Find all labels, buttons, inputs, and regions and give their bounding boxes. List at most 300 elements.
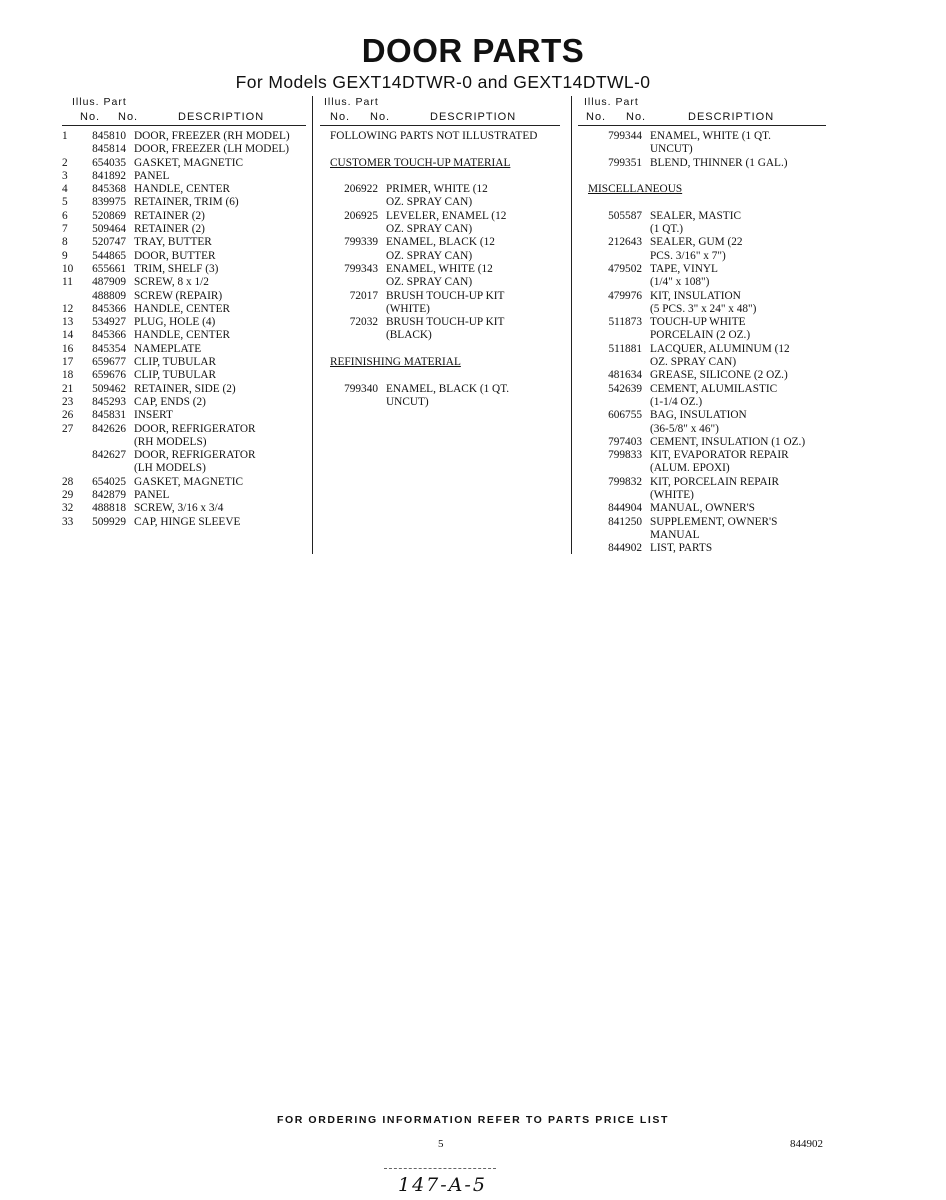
- part-description: (5 PCS. 3" x 24" x 48"): [650, 302, 757, 315]
- illus-number: [578, 489, 596, 502]
- table-row: [62, 329, 306, 342]
- part-description: DOOR, FREEZER (RH MODEL): [134, 130, 290, 142]
- illus-number: 23: [62, 395, 74, 408]
- illus-number: [62, 143, 80, 156]
- illus-number: 4: [62, 183, 68, 196]
- illus-number: 3: [62, 169, 68, 182]
- part-description: DOOR, FREEZER (LH MODEL): [134, 143, 290, 156]
- part-description: SEALER, GUM (22: [650, 236, 743, 249]
- table-row: [578, 383, 826, 396]
- illus-number: [320, 223, 332, 236]
- part-description: ENAMEL, WHITE (1 QT.: [650, 130, 771, 142]
- illus-number: [62, 436, 80, 449]
- part-number: 606755: [608, 409, 642, 422]
- part-description: (1 QT.): [650, 223, 684, 236]
- table-row: [578, 476, 826, 489]
- part-description: CEMENT, INSULATION (1 OZ.): [650, 435, 806, 448]
- part-number: 509462: [92, 382, 126, 395]
- table-row: [62, 449, 306, 462]
- table-row: [578, 316, 826, 329]
- table-row: [578, 343, 826, 356]
- part-number: 481634: [608, 369, 642, 382]
- table-row: [62, 183, 306, 196]
- illus-number: [320, 183, 332, 196]
- part-description: PCS. 3/16" x 7"): [650, 249, 726, 262]
- illus-number: [578, 250, 596, 263]
- illus-number: 13: [62, 316, 74, 329]
- part-number: 799832: [608, 475, 642, 488]
- parts-column-2: [320, 96, 560, 409]
- table-row: [320, 303, 560, 316]
- illus-number: [578, 276, 596, 289]
- header-no-b: No.: [370, 111, 391, 123]
- parts-column-3: [578, 96, 826, 556]
- illus-number: [578, 396, 596, 409]
- part-number: [332, 223, 386, 236]
- part-number: [332, 329, 386, 342]
- table-row: [578, 329, 826, 342]
- ordering-footer: FOR ORDERING INFORMATION REFER TO PARTS PRICE LIST: [276, 1114, 670, 1126]
- part-number: [596, 223, 650, 236]
- part-description: PRIMER, WHITE (12: [386, 183, 488, 196]
- table-row: [62, 436, 306, 449]
- illus-number: 27: [62, 422, 74, 435]
- part-number: 844904: [608, 502, 642, 515]
- table-row: [578, 462, 826, 475]
- illus-number: [578, 462, 596, 475]
- part-number: 654025: [92, 475, 126, 488]
- illus-number: 32: [62, 502, 74, 515]
- illus-number: 5: [62, 196, 68, 209]
- column-divider-1: [312, 96, 313, 554]
- part-description: CLIP, TUBULAR: [134, 369, 217, 382]
- header-illus-part: [62, 96, 306, 109]
- part-number: 542639: [608, 382, 642, 395]
- column-divider-2: [571, 96, 572, 554]
- table-row: [320, 316, 560, 329]
- header-description: DESCRIPTION: [688, 111, 775, 123]
- illus-number: [62, 449, 80, 462]
- table-row: [62, 343, 306, 356]
- part-number: 72017: [349, 289, 378, 302]
- part-description: HANDLE, CENTER: [134, 329, 231, 342]
- illus-number: [578, 542, 596, 555]
- illus-number: 26: [62, 409, 74, 422]
- table-row: [578, 303, 826, 316]
- part-number: 845368: [92, 183, 126, 196]
- table-row: [578, 263, 826, 276]
- illus-number: 21: [62, 382, 74, 395]
- part-description: LIST, PARTS: [650, 542, 713, 555]
- handwriting-rule: [384, 1168, 496, 1169]
- part-description: (36-5/8" x 46"): [650, 422, 719, 435]
- table-row: [62, 356, 306, 369]
- illus-number: [62, 462, 80, 475]
- part-description: OZ. SPRAY CAN): [650, 356, 737, 369]
- illus-number: [578, 236, 596, 249]
- illus-number: [578, 316, 596, 329]
- part-description: (ALUM. EPOXI): [650, 462, 730, 475]
- table-row: [62, 516, 306, 529]
- part-number: 72032: [349, 316, 378, 329]
- illus-number: 2: [62, 156, 68, 169]
- part-number: 487909: [92, 276, 126, 289]
- spacer: [320, 143, 560, 156]
- part-description: SEALER, MASTIC: [650, 209, 742, 222]
- spacer: [320, 170, 560, 183]
- column-header: [62, 109, 306, 126]
- part-number: 799351: [608, 156, 642, 169]
- header-no-a: No.: [586, 111, 607, 123]
- part-description: PLUG, HOLE (4): [134, 316, 216, 329]
- part-number: 534927: [92, 316, 126, 329]
- part-number: 479502: [608, 262, 642, 275]
- table-row: [578, 423, 826, 436]
- part-description: TRAY, BUTTER: [134, 236, 212, 249]
- illus-number: [578, 157, 596, 170]
- part-number: 505587: [608, 209, 642, 222]
- part-number: 842627: [92, 449, 126, 462]
- table-row: [578, 449, 826, 462]
- table-row: [578, 143, 826, 156]
- table-row: [578, 236, 826, 249]
- table-row: [62, 383, 306, 396]
- part-number: 206925: [344, 209, 378, 222]
- illus-number: [320, 236, 332, 249]
- part-description: BLEND, THINNER (1 GAL.): [650, 156, 788, 169]
- part-number: [332, 196, 386, 209]
- part-description: ENAMEL, BLACK (1 QT.: [386, 382, 510, 395]
- illus-number: 28: [62, 475, 74, 488]
- table-row: [578, 529, 826, 542]
- spacer: [578, 196, 826, 209]
- illus-number: [578, 130, 596, 143]
- part-number: 845293: [92, 395, 126, 408]
- header-no-b: No.: [626, 111, 647, 123]
- part-description: SCREW, 3/16 x 3/4: [134, 502, 224, 515]
- part-number: [332, 250, 386, 263]
- part-description: PORCELAIN (2 OZ.): [650, 329, 751, 342]
- table-row: [320, 250, 560, 263]
- part-number: 799343: [344, 262, 378, 275]
- part-number: 845814: [92, 143, 126, 156]
- table-row: [320, 263, 560, 276]
- part-number: [332, 396, 386, 409]
- part-description: UNCUT): [386, 395, 429, 408]
- part-number: 799833: [608, 449, 642, 462]
- header-no-a: No.: [80, 111, 101, 123]
- part-description: HANDLE, CENTER: [134, 183, 231, 196]
- parts-list-3: [578, 130, 826, 556]
- part-number: 654035: [92, 156, 126, 169]
- part-number: [80, 436, 134, 449]
- part-number: [596, 356, 650, 369]
- illus-number: 1: [62, 130, 68, 142]
- table-row: [62, 196, 306, 209]
- illus-number: 18: [62, 369, 74, 382]
- handwritten-note: 147-A-5: [398, 1174, 487, 1196]
- illus-number: [320, 383, 332, 396]
- table-row: [578, 223, 826, 236]
- header-illus-part: [578, 96, 826, 109]
- part-description: NAMEPLATE: [134, 342, 202, 355]
- part-description: (BLACK): [386, 329, 432, 342]
- table-row: [578, 276, 826, 289]
- table-row: [578, 250, 826, 263]
- part-description: OZ. SPRAY CAN): [386, 223, 473, 236]
- table-row: [62, 502, 306, 515]
- part-description: ENAMEL, WHITE (12: [386, 262, 493, 275]
- part-description: CEMENT, ALUMILASTIC: [650, 382, 778, 395]
- illus-number: 8: [62, 236, 68, 249]
- table-row: [320, 383, 560, 396]
- header-no-a: No.: [330, 111, 351, 123]
- table-row: [62, 462, 306, 475]
- table-row: [320, 329, 560, 342]
- part-description: SCREW, 8 x 1/2: [134, 276, 209, 289]
- part-description: UNCUT): [650, 143, 693, 156]
- part-number: 655661: [92, 262, 126, 275]
- part-number: 839975: [92, 196, 126, 209]
- part-description: ENAMEL, BLACK (12: [386, 236, 495, 249]
- table-row: [62, 369, 306, 382]
- spacer: [320, 369, 560, 382]
- table-row: [62, 290, 306, 303]
- table-row: [578, 369, 826, 382]
- part-description: TRIM, SHELF (3): [134, 262, 219, 275]
- part-number: 488818: [92, 502, 126, 515]
- table-row: [62, 223, 306, 236]
- part-number: 799339: [344, 236, 378, 249]
- table-row: [578, 489, 826, 502]
- part-number: 845366: [92, 329, 126, 342]
- part-number: 511873: [608, 316, 642, 329]
- part-number: 520869: [92, 209, 126, 222]
- part-number: 509464: [92, 223, 126, 236]
- table-row: [62, 276, 306, 289]
- part-description: DOOR, BUTTER: [134, 249, 216, 262]
- part-number: 479976: [608, 289, 642, 302]
- part-description: SUPPLEMENT, OWNER'S: [650, 515, 778, 528]
- part-description: GREASE, SILICONE (2 OZ.): [650, 369, 788, 382]
- illus-number: [320, 210, 332, 223]
- header-illus: Illus.: [72, 96, 100, 108]
- illus-number: [578, 343, 596, 356]
- header-part: Part: [103, 96, 127, 108]
- part-description: KIT, PORCELAIN REPAIR: [650, 475, 779, 488]
- illus-number: [578, 303, 596, 316]
- part-number: [80, 462, 134, 475]
- illus-number: [578, 263, 596, 276]
- illus-number: [578, 436, 596, 449]
- table-row: [62, 157, 306, 170]
- part-number: 206922: [344, 183, 378, 196]
- part-description: INSERT: [134, 409, 173, 422]
- illus-number: [320, 250, 332, 263]
- part-number: 842879: [92, 489, 126, 502]
- table-row: [578, 396, 826, 409]
- section-heading: FOLLOWING PARTS NOT ILLUSTRATED: [330, 130, 538, 142]
- illus-number: [320, 329, 332, 342]
- part-number: 845831: [92, 409, 126, 422]
- table-row: [62, 303, 306, 316]
- part-number: 841892: [92, 169, 126, 182]
- part-number: [596, 462, 650, 475]
- part-number: [596, 329, 650, 342]
- table-row: [320, 276, 560, 289]
- illus-number: 16: [62, 342, 74, 355]
- table-row: [320, 290, 560, 303]
- part-description: TOUCH-UP WHITE: [650, 316, 746, 329]
- table-row: [578, 502, 826, 515]
- table-row: [578, 210, 826, 223]
- illus-number: [320, 316, 332, 329]
- illus-number: [578, 290, 596, 303]
- part-number: [596, 396, 650, 409]
- illus-number: [320, 276, 332, 289]
- illus-number: [578, 143, 596, 156]
- table-row: [578, 542, 826, 555]
- part-description: CLIP, TUBULAR: [134, 356, 217, 369]
- part-number: 799344: [608, 130, 642, 142]
- part-number: 844902: [608, 542, 642, 555]
- part-number: [332, 276, 386, 289]
- part-description: CAP, HINGE SLEEVE: [134, 515, 241, 528]
- section-heading: REFINISHING MATERIAL: [330, 356, 461, 369]
- part-description: DOOR, REFRIGERATOR: [134, 449, 256, 462]
- illus-number: 7: [62, 223, 68, 236]
- table-row: [62, 143, 306, 156]
- column-header: [578, 109, 826, 126]
- header-no-b: No.: [118, 111, 139, 123]
- part-description: (RH MODELS): [134, 435, 207, 448]
- table-row: [62, 263, 306, 276]
- table-row: [320, 196, 560, 209]
- illus-number: 17: [62, 356, 74, 369]
- illus-number: [578, 210, 596, 223]
- column-header: [320, 109, 560, 126]
- table-row: [62, 316, 306, 329]
- part-description: BRUSH TOUCH-UP KIT: [386, 289, 505, 302]
- section-heading: MISCELLANEOUS: [588, 183, 683, 196]
- illus-number: [320, 263, 332, 276]
- illus-number: [578, 423, 596, 436]
- page-title: DOOR PARTS: [361, 32, 585, 69]
- parts-column-1: [62, 96, 306, 529]
- illus-number: [578, 502, 596, 515]
- header-part: Part: [355, 96, 379, 108]
- table-row: [578, 516, 826, 529]
- part-description: RETAINER (2): [134, 209, 205, 222]
- illus-number: [62, 290, 80, 303]
- part-number: 488809: [92, 289, 126, 302]
- part-number: [596, 529, 650, 542]
- section-heading: CUSTOMER TOUCH-UP MATERIAL: [330, 156, 511, 169]
- part-description: KIT, EVAPORATOR REPAIR: [650, 449, 789, 462]
- part-number: [596, 423, 650, 436]
- illus-number: [578, 409, 596, 422]
- part-number: [332, 303, 386, 316]
- part-description: (LH MODELS): [134, 462, 206, 475]
- part-description: HANDLE, CENTER: [134, 302, 231, 315]
- table-row: [62, 396, 306, 409]
- part-description: (1/4" x 108"): [650, 276, 710, 289]
- part-number: 544865: [92, 249, 126, 262]
- part-number: 845366: [92, 302, 126, 315]
- part-description: OZ. SPRAY CAN): [386, 276, 473, 289]
- part-description: OZ. SPRAY CAN): [386, 196, 473, 209]
- spacer: [578, 170, 826, 183]
- table-row: [320, 396, 560, 409]
- illus-number: [578, 449, 596, 462]
- illus-number: 33: [62, 515, 74, 528]
- illus-number: 11: [62, 276, 73, 289]
- illus-number: [320, 196, 332, 209]
- illus-number: [578, 356, 596, 369]
- table-row: [62, 423, 306, 436]
- part-number: 520747: [92, 236, 126, 249]
- illus-number: [578, 383, 596, 396]
- table-row: [320, 183, 560, 196]
- table-row: [320, 210, 560, 223]
- table-row: [62, 409, 306, 422]
- illus-number: 12: [62, 302, 74, 315]
- table-row: [578, 436, 826, 449]
- illus-number: 6: [62, 209, 68, 222]
- part-number: 659676: [92, 369, 126, 382]
- header-illus: Illus.: [584, 96, 612, 108]
- table-row: [320, 236, 560, 249]
- part-number: [596, 250, 650, 263]
- part-number: 842626: [92, 422, 126, 435]
- part-number: 659677: [92, 356, 126, 369]
- part-number: [596, 276, 650, 289]
- part-description: LEVELER, ENAMEL (12: [386, 209, 507, 222]
- part-description: GASKET, MAGNETIC: [134, 156, 243, 169]
- part-description: LACQUER, ALUMINUM (12: [650, 342, 790, 355]
- part-number: 841250: [608, 515, 642, 528]
- part-description: (1-1/4 OZ.): [650, 395, 703, 408]
- table-row: [578, 290, 826, 303]
- illus-number: [578, 476, 596, 489]
- table-row: [578, 157, 826, 170]
- table-row: [578, 356, 826, 369]
- part-description: SCREW (REPAIR): [134, 289, 223, 302]
- illus-number: [578, 369, 596, 382]
- illus-number: [320, 290, 332, 303]
- table-row: [62, 210, 306, 223]
- illus-number: [320, 303, 332, 316]
- part-description: PANEL: [134, 169, 170, 182]
- table-row: [62, 236, 306, 249]
- part-description: TAPE, VINYL: [650, 262, 718, 275]
- models-subtitle: For Models GEXT14DTWR-0 and GEXT14DTWL-0: [235, 72, 651, 92]
- illus-number: 9: [62, 249, 68, 262]
- header-illus: Illus.: [324, 96, 352, 108]
- part-number: 845810: [92, 130, 126, 142]
- header-part: Part: [615, 96, 639, 108]
- illus-number: 10: [62, 262, 74, 275]
- part-number: 845354: [92, 342, 126, 355]
- part-description: BAG, INSULATION: [650, 409, 747, 422]
- table-row: [578, 130, 826, 143]
- illus-number: 29: [62, 489, 74, 502]
- part-number: 212643: [608, 236, 642, 249]
- part-number: 797403: [608, 435, 642, 448]
- part-description: MANUAL: [650, 528, 700, 541]
- part-description: CAP, ENDS (2): [134, 395, 206, 408]
- part-description: BRUSH TOUCH-UP KIT: [386, 316, 505, 329]
